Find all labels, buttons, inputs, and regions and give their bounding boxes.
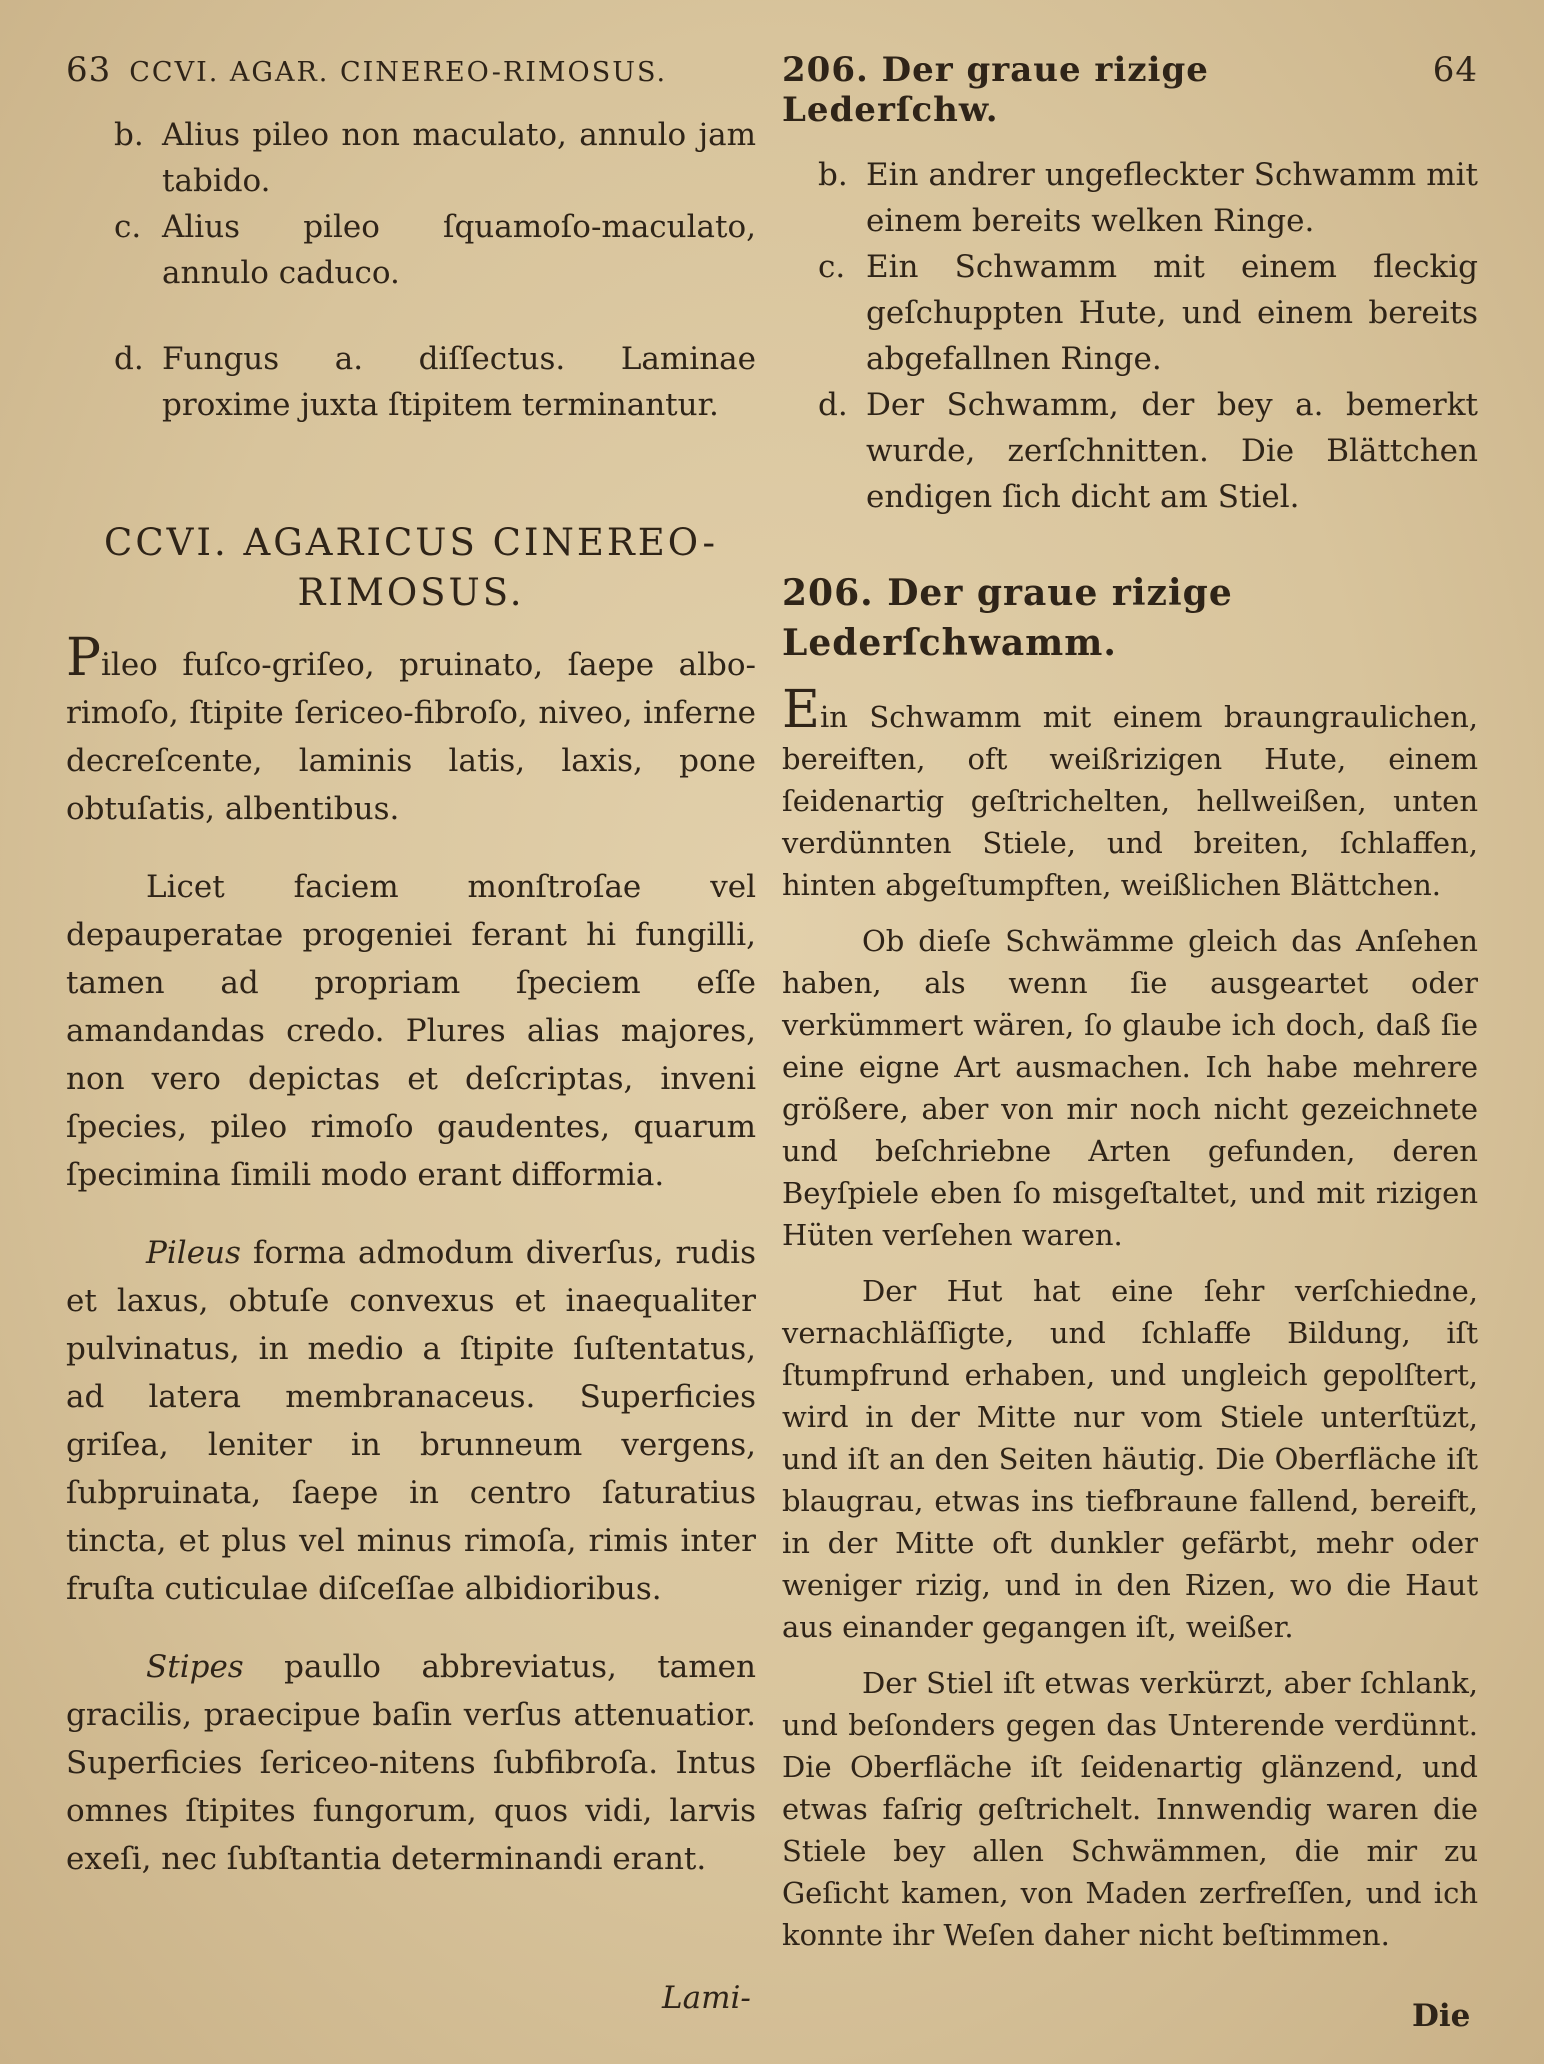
running-title-right: 206. Der graue rizige Lederſchw. [782,50,1209,130]
variety-label: d. [114,341,144,377]
variety-label: b. [114,117,144,153]
catchword-left: Lami- [662,1980,751,2016]
paragraph-left-1: Licet faciem monſtroſae vel depauperatae progeniei ferant hi fungilli, tamen ad propriam ſpeciem eſſe amandandas credo. Plures alias majores, non vero depictas et deſcriptas, inveni ſpecies, pileo rimoſo gaudentes, quarum ſpecimina ſimili modo erant difformia. [66,869,756,1193]
species-description-right: Ein Schwamm mit einem braungraulichen, bereiften, oft weißrizigen Hute, einem ſeidenartig geſtrichelten, hellweißen, unten verdünnten Stiele, und breiten, ſchlaffen, hinten abgeſtumpften, weißlichen Blättchen. [782,680,1478,902]
variety-b-right [782,152,1478,244]
running-title-left: CCVI. AGAR. CINEREO-RIMOSUS. [129,57,668,88]
variety-label: d. [818,387,848,423]
drop-cap: E [782,680,820,740]
paragraph-right-2: Der Hut hat eine ſehr verſchiedne, vernachläſſigte, und ſchlaffe Bildung, iſt ſtumpfrund erhaben, und ungleich gepolſtert, wird in der Mitte nur vom Stiele unterſtüzt, und iſt an den Seiten häutig. Die Oberfläche iſt blaugrau, etwas ins tiefbraune fallend, bereift, in der Mitte oft dunkler gefärbt, mehr oder weniger rizig, und in den Rizen, wo die Haut aus einander gegangen iſt, weißer. [782,1274,1478,1644]
paragraph-lead: Stipes [146,1649,244,1685]
paragraph-body: paullo abbreviatus, tamen gracilis, praecipue baſin verſus attenuatior. Superficies ſericeo-nitens ſubfibroſa. Intus omnes ſtipites fungorum, quos vidi, larvis exeſi, nec ſubſtantia determinandi erant. [66,1649,756,1877]
running-head-left [66,50,756,90]
variety-text: Alius pileo non maculato, annulo jam tabido. [162,117,756,199]
paragraph-right-1: Ob dieſe Schwämme gleich das Anſehen haben, als wenn ſie ausgeartet oder verkümmert wären, ſo glaube ich doch, daß ſie eine eigne Art ausmachen. Ich habe mehrere größere, aber von mir noch nicht gezeichnete und beſchriebne Arten gefunden, deren Beyſpiele eben ſo misgeſtaltet, und mit rizigen Hüten verſehen waren. [782,924,1478,1252]
left-page [66,50,756,1883]
paragraph-left-2 [66,1229,756,1613]
variety-label: b. [818,157,848,193]
variety-text: Ein andrer ungefleckter Schwamm mit einem bereits welken Ringe. [866,157,1478,239]
variety-text: Ein Schwamm mit einem fleckig geſchuppten Hute, und einem bereits abgefallnen Ringe. [866,249,1478,377]
running-head-right [782,50,1478,130]
variety-text: Alius pileo ſquamoſo-maculato, annulo caduco. [162,209,756,291]
paragraph-left-3 [66,1643,756,1883]
page-number-right: 64 [1432,50,1478,90]
variety-d-right [782,382,1478,520]
variety-label: c. [114,209,142,245]
variety-b-left [66,112,756,204]
variety-text: Der Schwamm, der bey a. bemerkt wurde, zerſchnitten. Die Blättchen endigen ſich dicht am Stiel. [866,387,1478,515]
species-heading-right: 206. Der graue rizige Lederſchwamm. [782,572,1233,664]
species-heading-left: CCVI. AGARICUS CINEREO-RIMOSUS. [104,521,718,614]
catchword-right: Die [1412,1998,1471,2034]
paragraph-body: forma admodum diverſus, rudis et laxus, obtuſe convexus et inaequaliter pulvinatus, in medio a ſtipite ſuſtentatus, ad latera membranaceus. Superficies griſea, leniter in brunneum vergens, ſubpruinata, ſaepe in centro ſaturatius tincta, et plus vel minus rimoſa, rimis inter fruſta cuticulae diſceſſae albidioribus. [66,1235,756,1607]
variety-d-left [66,336,756,428]
variety-text: Fungus a. diſſectus. Laminae proxime juxta ſtipitem terminantur. [162,341,756,423]
paragraph-lead: Pileus [146,1235,241,1271]
paragraph-right-3: Der Stiel iſt etwas verkürzt, aber ſchlank, und beſonders gegen das Unterende verdünnt. Die Oberfläche iſt ſeidenartig glänzend, und etwas faſrig geſtrichelt. Innwendig waren die Stiele bey allen Schwämmen, die mir zu Geſicht kamen, von Maden zerfreſſen, und ich konnte ihr Weſen daher nicht beſtimmen. [782,1666,1478,1952]
species-description-left: Pileo fuſco-griſeo, pruinato, ſaepe albo-rimoſo, ſtipite ſericeo-fibroſo, niveo, inferne decreſcente, laminis latis, laxis, pone obtuſatis, albentibus. [66,628,756,827]
page-number-left: 63 [66,50,112,90]
drop-cap: P [66,628,101,688]
variety-c-left [66,204,756,296]
right-page [782,50,1478,1956]
variety-label: c. [818,249,846,285]
variety-c-right [782,244,1478,382]
